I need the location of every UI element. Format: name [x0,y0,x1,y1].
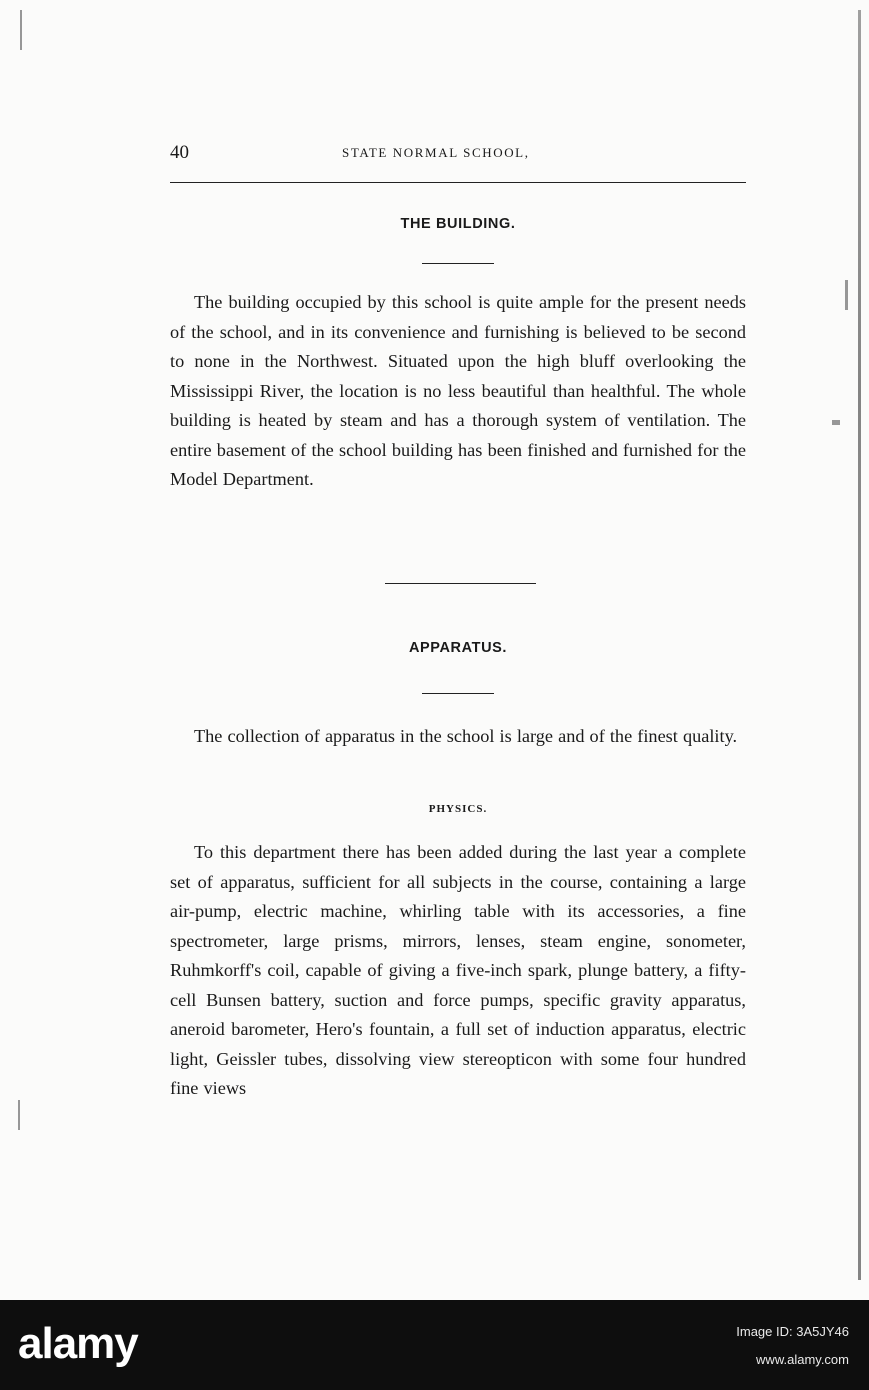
apparatus-heading: APPARATUS. [408,640,508,656]
building-paragraph: The building occupied by this school is quite ample for the present needs of the school, and in its convenience and furnishing is believed to be second to none in the Northwest. Situated upon the high bluff overlooking the Mississippi River, the location is no less beautiful than healthful. The whole building is heated by steam and has a thorough system of ventilation. The entire basement of the school building has been finished and furnished for the Model Department. [170,292,746,489]
apparatus-paragraph: The collection of apparatus in the school is large and of the finest quality. [194,726,738,746]
alamy-logo: alamy [18,1319,138,1368]
building-heading: THE BUILDING. [400,216,516,232]
scan-speck [832,420,840,425]
header-rule [170,182,746,183]
building-heading-rule [422,263,494,264]
physics-heading: PHYSICS. [428,803,488,815]
running-head: STATE NORMAL SCHOOL, [342,145,530,160]
scan-speck [845,280,848,310]
physics-paragraph: To this department there has been added during the last year a complete set of apparatus, sufficient for all subjects in the course, containing a large air-pump, electric machine, whirling table with its accessories, a fine spectrometer, large prisms, mirrors, lenses, steam engine, sonometer, Ruhmkorff's coil, capable of giving a five-inch spark, plunge battery, a fifty-cell Bunsen battery, suction and force pumps, specific gravity apparatus, aneroid barometer, Hero's fountain, a full set of induction apparatus, electric light, Geissler tubes, dissolving view stereopticon with some four hundred fine views [170,842,746,1098]
page-header [170,142,746,166]
apparatus-heading-rule [422,693,494,694]
scan-speck [20,10,22,50]
site-url-link[interactable]: www.alamy.com [756,1352,849,1367]
image-id-label: Image ID: 3A5JY46 [736,1324,849,1339]
scan-speck [18,1100,20,1130]
page-number: 40 [170,142,189,163]
scan-edge-shadow [858,10,861,1280]
section-divider [385,583,536,584]
